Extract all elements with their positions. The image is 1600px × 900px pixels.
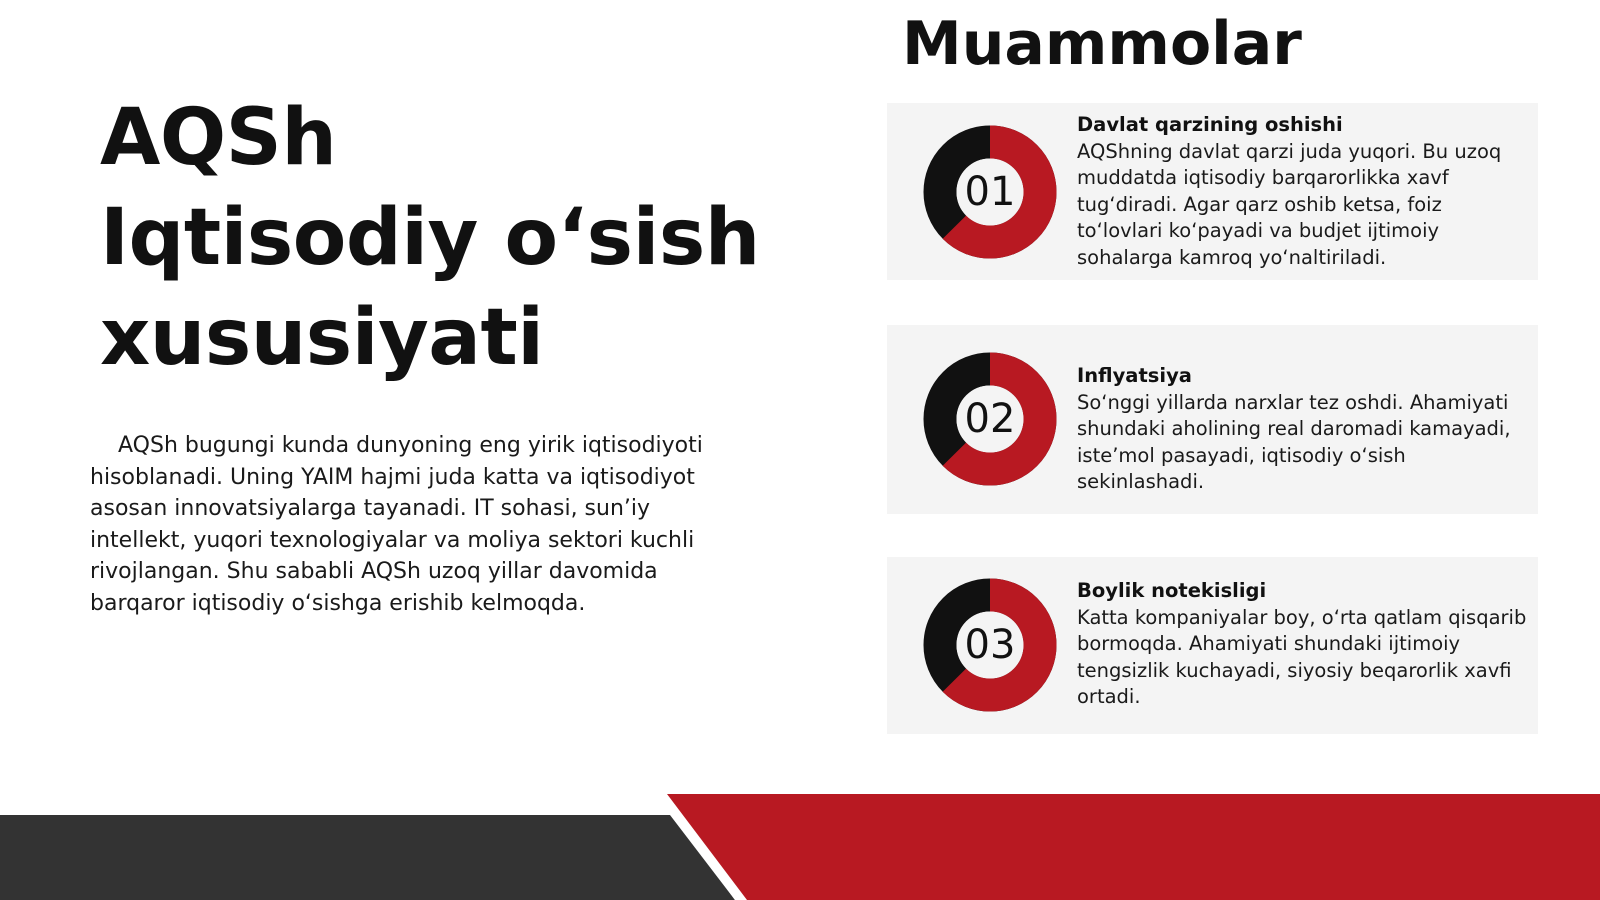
- footer-divider-stripe: [659, 794, 1600, 900]
- problem-card-3: [887, 557, 1538, 734]
- section-title: Muammolar: [902, 9, 1302, 79]
- progress-donut-2: [922, 351, 1058, 487]
- card-body-2: So‘nggi yillarda narxlar tez oshdi. Ahamiyati shundaki aholining real daromadi kamayadi, iste’mol pasayadi, iqtisodiy o‘sish sekinlashadi.: [1077, 390, 1511, 493]
- page-title: [100, 88, 800, 388]
- card-number-1: 01: [964, 169, 1016, 215]
- card-body-3: Katta kompaniyalar boy, o‘rta qatlam qisqarib bormoqda. Ahamiyati shundaki ijtimoiy tengsizlik kuchayadi, siyosiy beqarorlik xavfi ortadi.: [1077, 605, 1527, 708]
- card-text-1: [1077, 112, 1527, 271]
- card-body-1: AQShning davlat qarzi juda yuqori. Bu uzoq muddatda iqtisodiy barqarorlikka xavf tug‘diradi. Agar qarz oshib ketsa, foiz to‘lovlari ko‘payadi va budjet ijtimoiy sohalarga kamroq yo‘naltiriladi.: [1077, 139, 1502, 269]
- problem-card-1: [887, 103, 1538, 280]
- title-line-1: AQSh: [100, 93, 337, 183]
- progress-donut-3: [922, 577, 1058, 713]
- card-heading-2: Inflyatsiya: [1077, 364, 1192, 387]
- card-text-2: [1077, 363, 1527, 496]
- card-heading-3: Boylik notekisligi: [1077, 579, 1267, 602]
- intro-paragraph: AQSh bugungi kunda dunyoning eng yirik iqtisodiyoti hisoblanadi. Uning YAIM hajmi juda katta va iqtisodiyot asosan innovatsiyalarga tayanadi. IT sohasi, sun’iy intellekt, yuqori texnologiyalar va moliya sektori kuchli rivojlangan. Shu sababli AQSh uzoq yillar davomida barqaror iqtisodiy o‘sishga erishib kelmoqda.: [90, 433, 703, 616]
- card-heading-1: Davlat qarzining oshishi: [1077, 113, 1343, 136]
- title-line-3: xususiyati: [100, 293, 544, 383]
- title-line-2: Iqtisodiy o‘sish: [100, 193, 760, 283]
- footer-dark-shape: [0, 815, 735, 900]
- problem-card-2: [887, 325, 1538, 514]
- progress-donut-1: [922, 124, 1058, 260]
- card-number-3: 03: [964, 622, 1016, 668]
- footer-red-shape: [667, 794, 1600, 900]
- card-text-3: [1077, 578, 1527, 711]
- card-number-2: 02: [964, 396, 1016, 442]
